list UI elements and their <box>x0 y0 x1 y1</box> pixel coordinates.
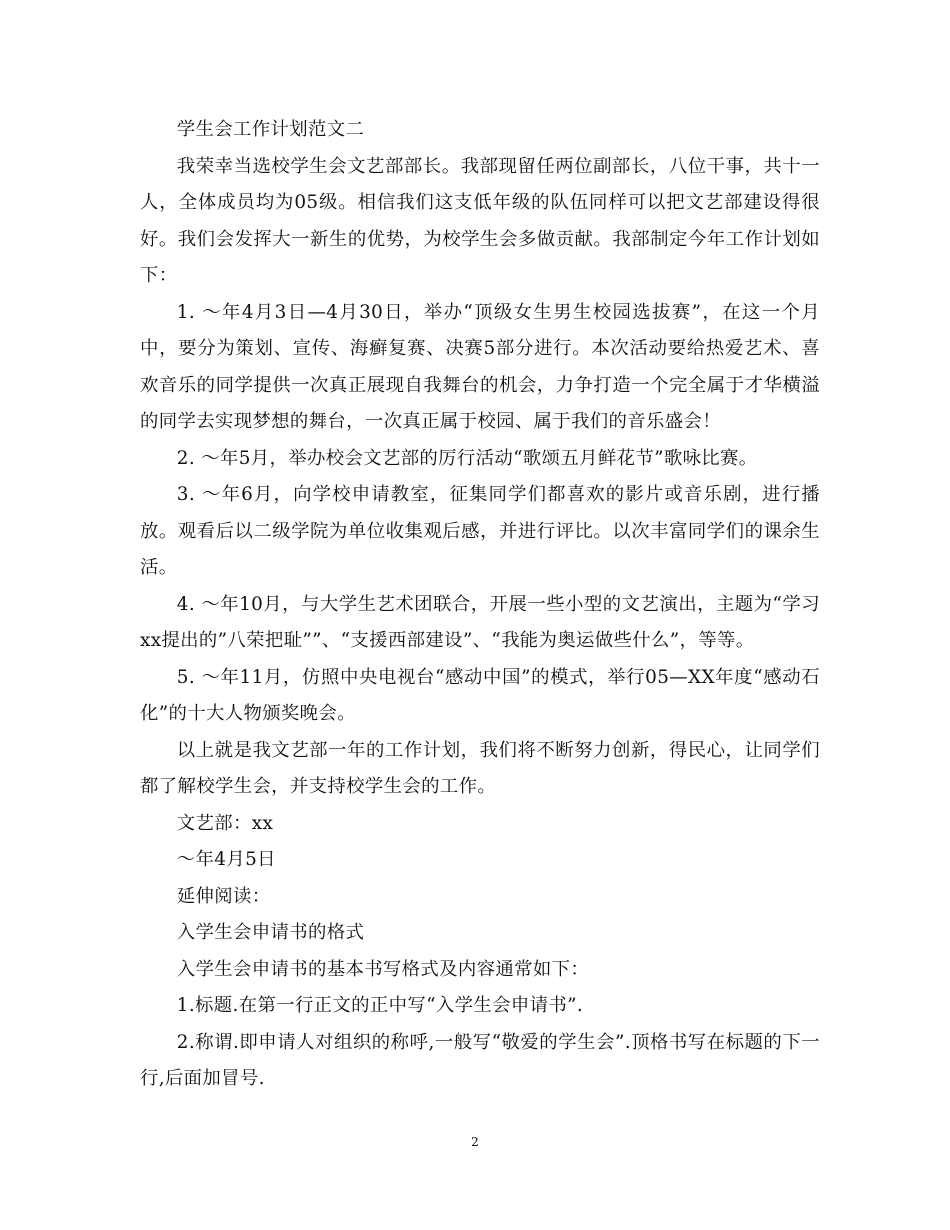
subsection-title: 入学生会申请书的格式 <box>176 922 365 943</box>
paragraph-format-intro: 入学生会申请书的基本书写格式及内容通常如下： <box>176 958 590 980</box>
document-body <box>140 112 820 1098</box>
signature-date: ～年4月5日 <box>176 849 276 870</box>
paragraph-conclusion: 以上就是我文艺部一年的工作计划，我们将不断努力创新，得民心，让同学们都了解校学生会，并支持校学生会的工作。 <box>140 739 820 797</box>
section-title: 学生会工作计划范文二 <box>176 119 365 140</box>
paragraph-intro: 我荣幸当选校学生会文艺部部长。我部现留任两位副部长，八位干事，共十一人，全体成员均为05级。相信我们这支低年级的队伍同样可以把文艺部建设得很好。我们会发挥大一新生的优势，为校学生会多做贡献。我部制定今年工作计划如下： <box>140 155 820 286</box>
plan-item-2: 2. ～年5月，举办校会文艺部的厉行活动“歌颂五月鲜花节”歌咏比赛。 <box>176 447 758 469</box>
plan-item-1: 1. ～年4月3日—4月30日，举办“顶级女生男生校园选拔赛”，在这一个月中，要分为策划、宣传、海癣复赛、决赛5部分进行。本次活动要给热爱艺术、喜欢音乐的同学提供一次真正展现自我舞台的机会，力争打造一个完全属于才华横溢的同学去实现梦想的舞台，一次真正属于校园、属于我们的音乐盛会！ <box>140 301 820 432</box>
page-number: 2 <box>471 1135 479 1149</box>
extended-reading-label: 延伸阅读： <box>176 885 271 907</box>
format-item-1: 1.标题.在第一行正文的正中写“入学生会申请书”. <box>176 995 584 1016</box>
plan-item-3: 3. ～年6月，向学校申请教室，征集同学们都喜欢的影片或音乐剧，进行播放。观看后以二级学院为单位收集观后感，并进行评比。以次丰富同学们的课余生活。 <box>140 484 820 578</box>
format-item-2: 2.称谓.即申请人对组织的称呼,一般写“敬爱的学生会”.顶格书写在标题的下一行,后面加冒号. <box>140 1031 820 1089</box>
plan-item-5: 5. ～年11月，仿照中央电视台“感动中国”的模式，举行05—XX年度“感动石化”的十大人物颁奖晚会。 <box>140 666 820 724</box>
signature-department: 文艺部：xx <box>176 812 274 834</box>
plan-item-4: 4. ～年10月，与大学生艺术团联合，开展一些小型的文艺演出，主题为“学习xx提出的”八荣把耻””、“支援西部建设”、“我能为奥运做些什么”，等等。 <box>140 593 820 651</box>
